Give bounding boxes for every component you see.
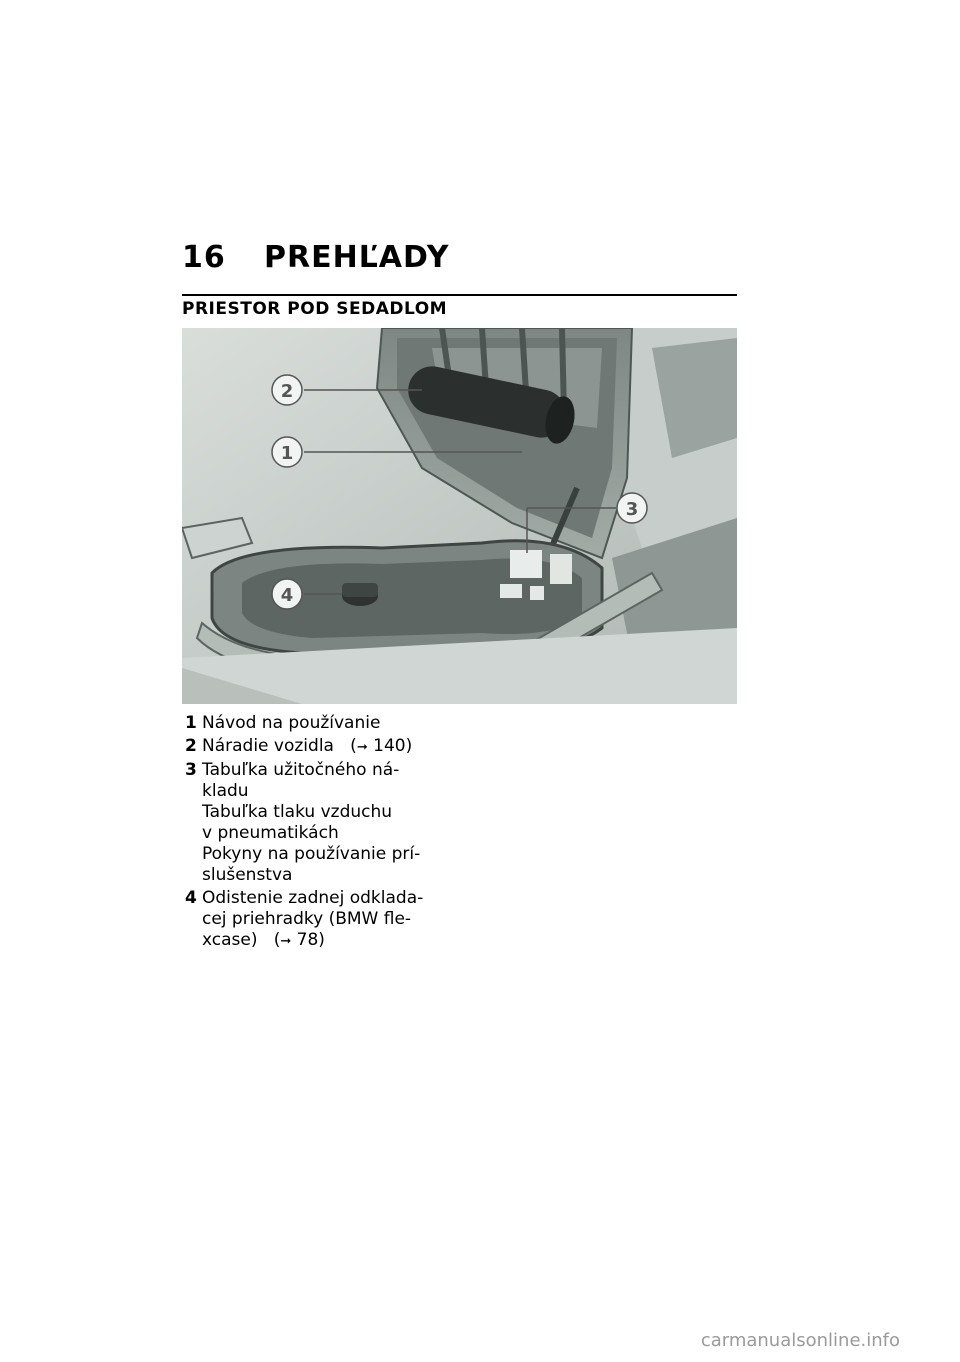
svg-text:1: 1 [280, 443, 294, 464]
legend-item-4: 4 Odistenie zadnej odklada- cej priehradky (BMW fle- xcase) (➞ 78) [182, 888, 442, 952]
legend-text: Tabuľka užitočného ná- [202, 760, 400, 780]
legend-item-2: 2 Náradie vozidla (➞ 140) [185, 736, 413, 756]
callout-3 [617, 493, 647, 523]
page-reference-link[interactable]: 78) [296, 930, 325, 950]
legend-number: 1 [185, 713, 197, 733]
legend-text: v pneumatikách [202, 823, 339, 843]
legend-number: 2 [185, 736, 197, 756]
callout-2 [272, 375, 302, 405]
legend-text: Návod na používanie [202, 713, 381, 733]
svg-text:4: 4 [280, 585, 294, 606]
arrow-reference-icon: ➞ [280, 934, 292, 949]
page-number: 16 [182, 240, 226, 275]
storage-illustration [182, 328, 737, 704]
under-seat-storage-photo [182, 328, 737, 704]
legend-number: 3 [185, 760, 197, 780]
header-rule [182, 294, 737, 296]
legend-text: kladu [202, 781, 249, 801]
legend-text: Náradie vozidla [202, 736, 334, 756]
legend-number: 4 [185, 888, 197, 908]
legend-text: xcase) [202, 930, 258, 950]
legend-item-3 [182, 760, 442, 886]
watermark: carmanualsonline.info [700, 1330, 900, 1351]
chapter-title: PREHĽADY [264, 240, 450, 275]
arrow-reference-icon: ➞ [356, 740, 368, 755]
callout-1 [272, 437, 302, 467]
legend-text: slušenstva [202, 865, 293, 885]
legend-text: Tabuľka tlaku vzduchu [202, 802, 393, 822]
callout-4 [272, 579, 302, 609]
section-title: PRIESTOR POD SEDADLOM [182, 299, 448, 319]
svg-text:2: 2 [280, 381, 294, 402]
page-reference-link[interactable]: 140) [373, 736, 413, 756]
svg-text:3: 3 [625, 499, 639, 520]
legend-text: Odistenie zadnej odklada- [202, 888, 424, 908]
legend-item-1 [182, 713, 442, 734]
legend-text: cej priehradky (BMW fle- [202, 909, 412, 929]
legend-list [182, 713, 442, 952]
legend-text: Pokyny na používanie prí- [202, 844, 421, 864]
